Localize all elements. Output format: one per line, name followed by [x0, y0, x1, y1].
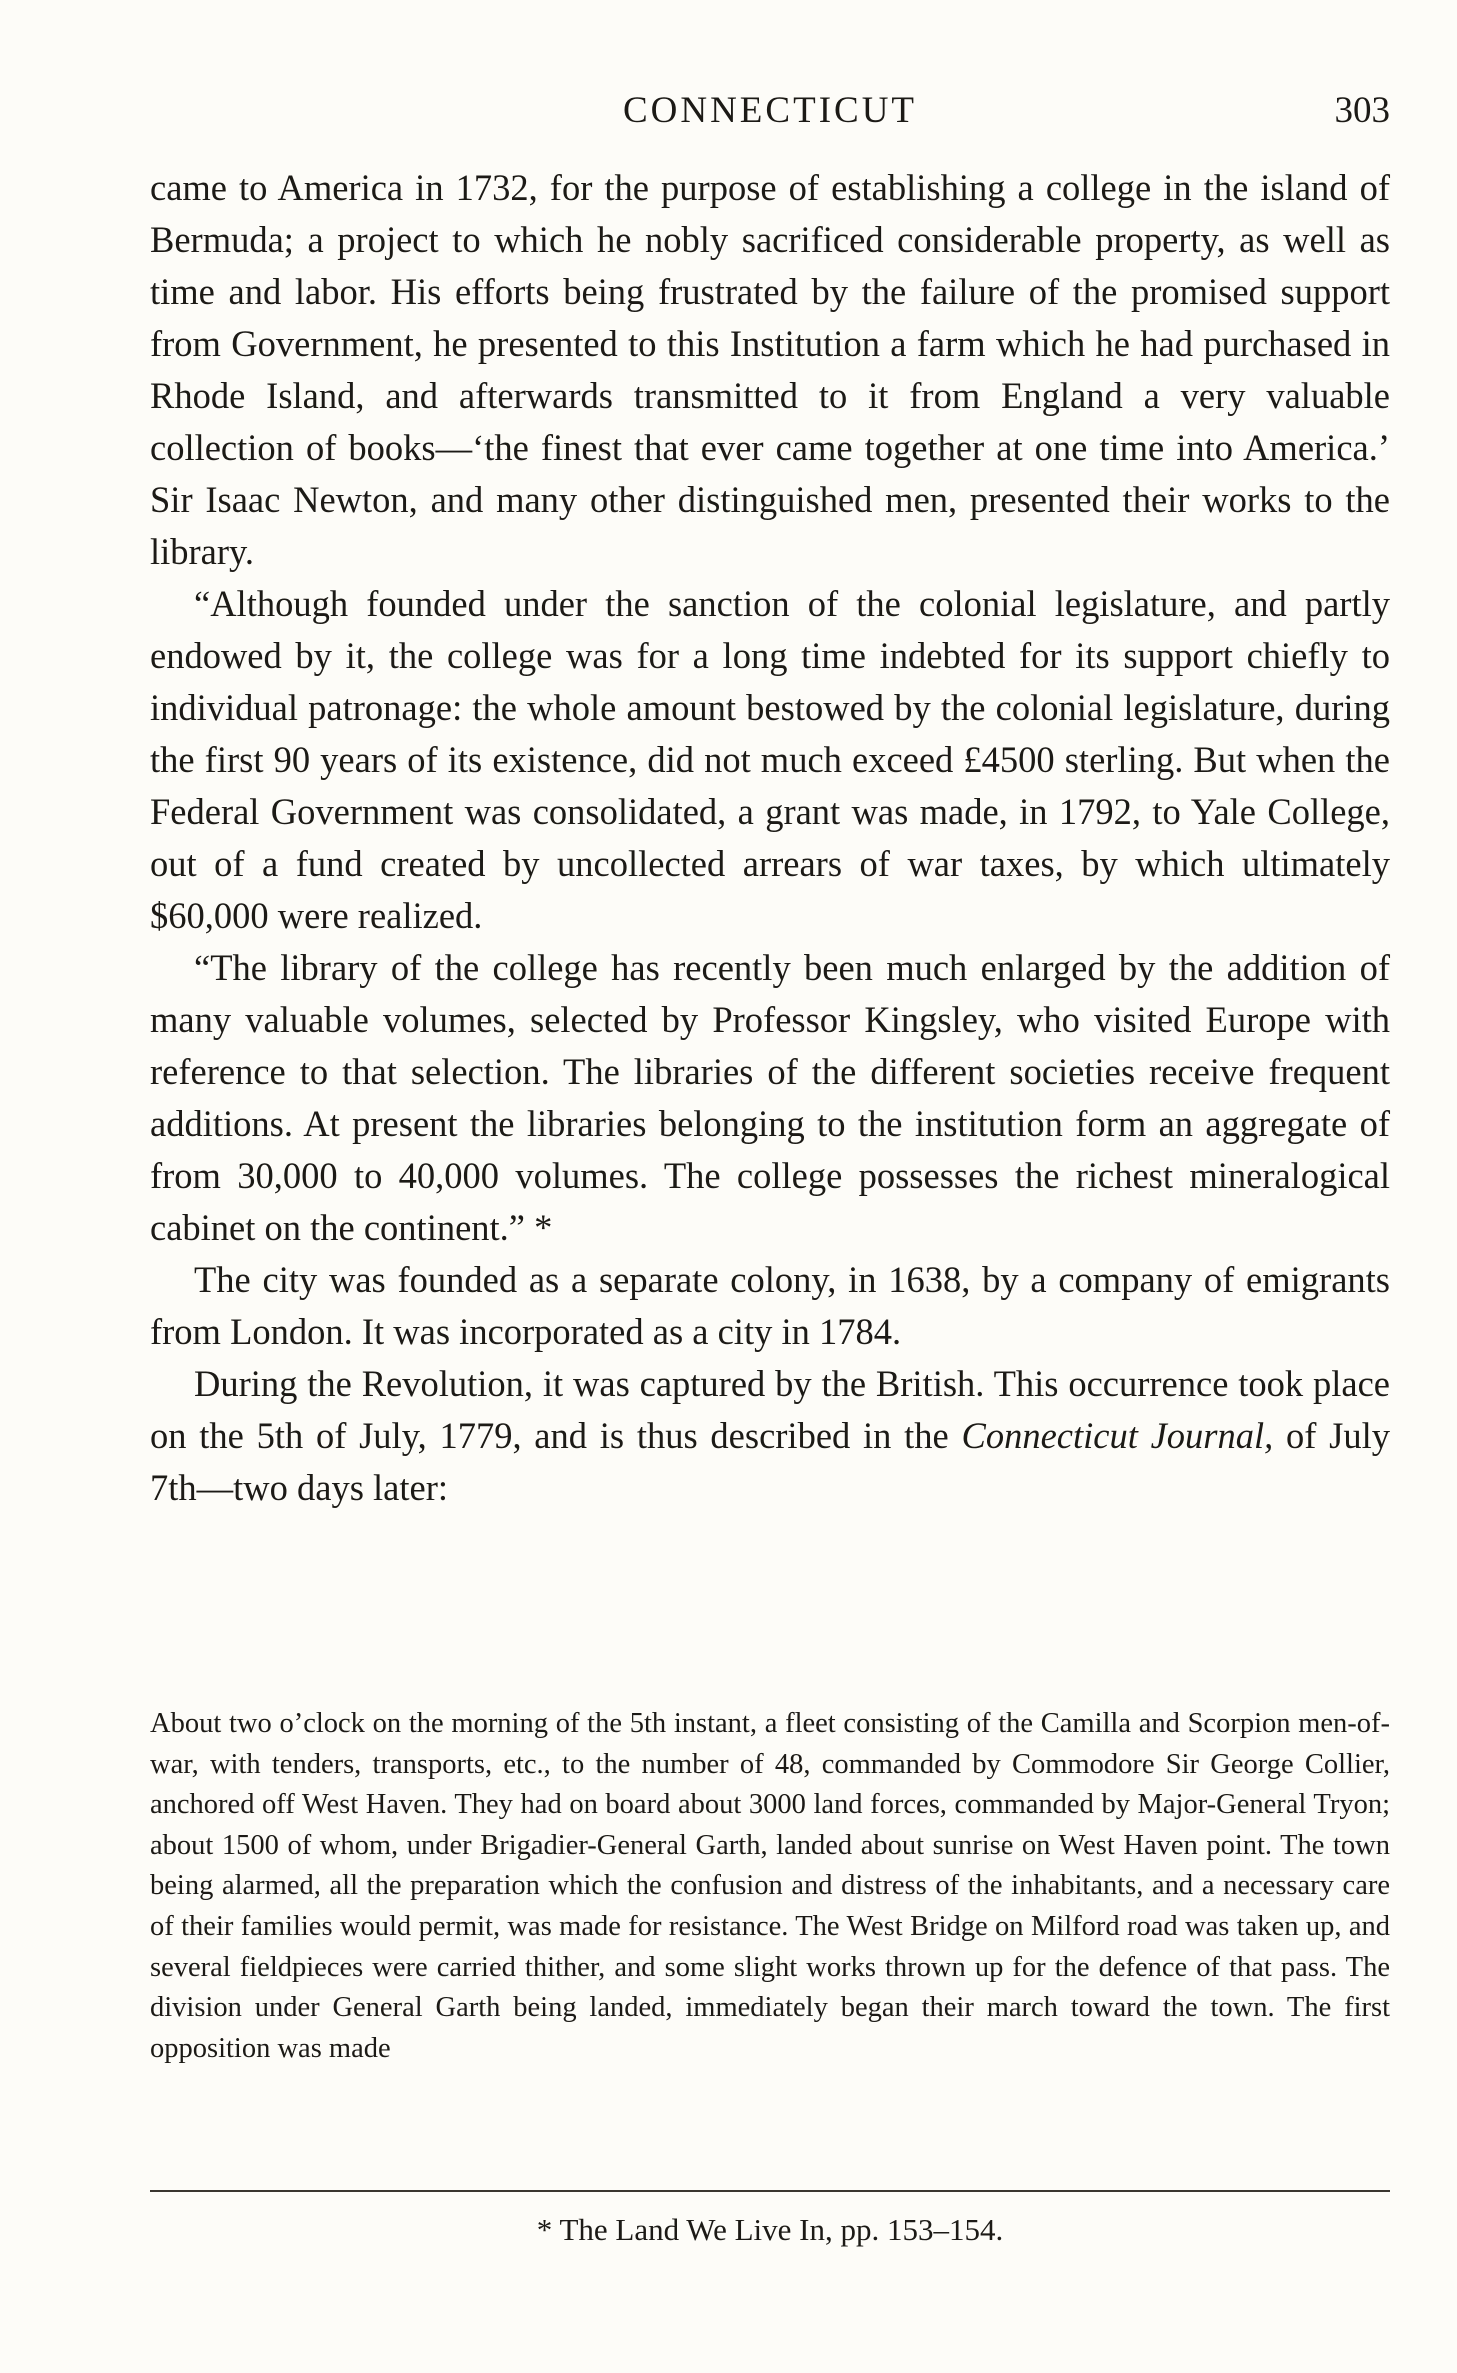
body-text: [150, 162, 1390, 1514]
journal-title: Connecticut Journal,: [961, 1415, 1274, 1456]
running-title: CONNECTICUT: [622, 90, 918, 131]
revolution-text-start: During the Revolution, it was captured by the British. This occurrence took place on the 5th of July, 1779, and is thus described in the: [150, 1363, 1390, 1456]
paragraph-continued: came to America in 1732, for the purpose of establishing a college in the island of Bermuda; a project to which he nobly sacrificed considerable property, as well as time and labor. His efforts being frustrated by the failure of the promised support from Government, he presented to this Institution a farm which he had purchased in Rhode Island, and afterwards transmitted to it from England a very valuable collection of books—‘the finest that ever came together at one time into America.’ Sir Isaac Newton, and many other distinguished men, presented their works to the library.: [150, 167, 1390, 572]
block-quote-text: About two o’clock on the morning of the 5th instant, a fleet consisting of the Camilla and Scorpion men-of-war, with tenders, transports, etc., to the number of 48, commanded by Commodore Sir George Collier, anchored off West Haven. They had on board about 3000 land forces, commanded by Major-General Tryon; about 1500 of whom, under Brigadier-General Garth, landed about sunrise on West Haven point. The town being alarmed, all the preparation which the confusion and distress of the inhabitants, and a necessary care of their families would permit, was made for resistance. The West Bridge on Milford road was taken up, and several fieldpieces were carried thither, and some slight works thrown up for the defence of that pass. The division under General Garth being landed, immediately began their march toward the town. The first opposition was made: [150, 1708, 1390, 2064]
block-quote: [150, 1704, 1390, 2069]
footnote-divider: [150, 2190, 1390, 2192]
page-number: 303: [1334, 90, 1390, 131]
paragraph-library: “The library of the college has recently been much enlarged by the addition of many valuable volumes, selected by Professor Kingsley, who visited Europe with reference to that selection. The libraries of the different societies receive frequent additions. At present the libraries belonging to the institution form an aggregate of from 30,000 to 40,000 volumes. The college possesses the richest mineralogical cabinet on the continent.” *: [150, 947, 1390, 1248]
running-head: [150, 86, 1390, 136]
paragraph-city-founding: The city was founded as a separate colony, in 1638, by a company of emigrants from London. It was incorporated as a city in 1784.: [150, 1259, 1390, 1352]
paragraph-revolution: [150, 1358, 1390, 1514]
revolution-text-end: of July 7th—two days later:: [150, 1415, 1390, 1508]
footnote: * The Land We Live In, pp. 153–154.: [536, 2212, 1004, 2247]
paragraph-college-funding: “Although founded under the sanction of the colonial legislature, and partly endowed by it, the college was for a long time indebted for its support chiefly to individual patronage: the whole amount bestowed by the colonial legislature, during the first 90 years of its existence, did not much exceed £4500 sterling. But when the Federal Government was consolidated, a grant was made, in 1792, to Yale College, out of a fund created by uncollected arrears of war taxes, by which ultimately $60,000 were realized.: [150, 583, 1390, 936]
